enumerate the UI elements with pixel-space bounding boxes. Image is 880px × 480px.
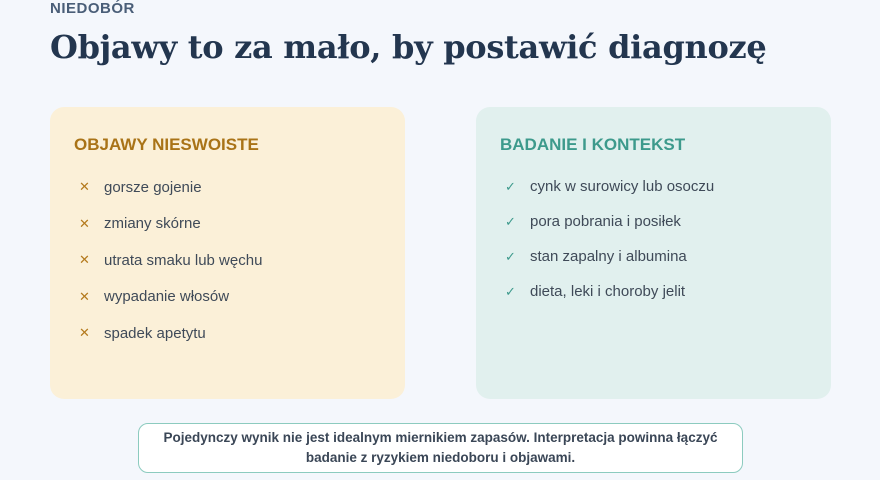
list-item [500, 274, 807, 309]
list-item-label: utrata smaku lub węchu [104, 251, 263, 269]
eyebrow-label: NIEDOBÓR [50, 0, 135, 17]
page-title: Objawy to za mało, by postawić diagnozę [50, 28, 767, 66]
list-item-label: wypadanie włosów [104, 288, 230, 306]
testing-context-card [476, 107, 831, 399]
symptoms-card-heading: OBJAWY NIESWOISTE [74, 135, 259, 154]
list-item [500, 239, 807, 274]
list-item-label: cynk w surowicy lub osoczu [530, 178, 715, 195]
list-item-label: pora pobrania i posiłek [530, 213, 681, 230]
cross-mark-icon: ✕ [79, 252, 90, 268]
check-mark-icon: ✓ [505, 283, 516, 299]
list-item [74, 242, 381, 279]
list-item-label: stan zapalny i albumina [530, 248, 687, 265]
check-mark-icon: ✓ [505, 178, 516, 194]
cross-mark-icon: ✕ [79, 325, 90, 341]
testing-context-card-heading: BADANIE I KONTEKST [500, 135, 686, 154]
check-mark-icon: ✓ [505, 213, 516, 229]
list-item [74, 315, 381, 352]
cross-mark-icon: ✕ [79, 179, 90, 195]
cross-mark-icon: ✕ [79, 215, 90, 231]
check-mark-icon: ✓ [505, 248, 516, 264]
list-item [74, 206, 381, 243]
list-item [500, 204, 807, 239]
list-item-label: zmiany skórne [104, 215, 201, 233]
list-item-label: spadek apetytu [104, 324, 206, 342]
list-item [500, 169, 807, 204]
list-item [74, 279, 381, 316]
list-item-label: gorsze gojenie [104, 178, 202, 196]
list-item-label: dieta, leki i choroby jelit [530, 283, 686, 300]
symptoms-card [50, 107, 405, 399]
summary-note [138, 423, 743, 473]
list-item [74, 169, 381, 206]
cross-mark-icon: ✕ [79, 288, 90, 304]
summary-note-text: Pojedynczy wynik nie jest idealnym miernikiem zapasów. Interpretacja powinna łączyć badanie z ryzykiem niedoboru i objawami. [163, 430, 718, 465]
